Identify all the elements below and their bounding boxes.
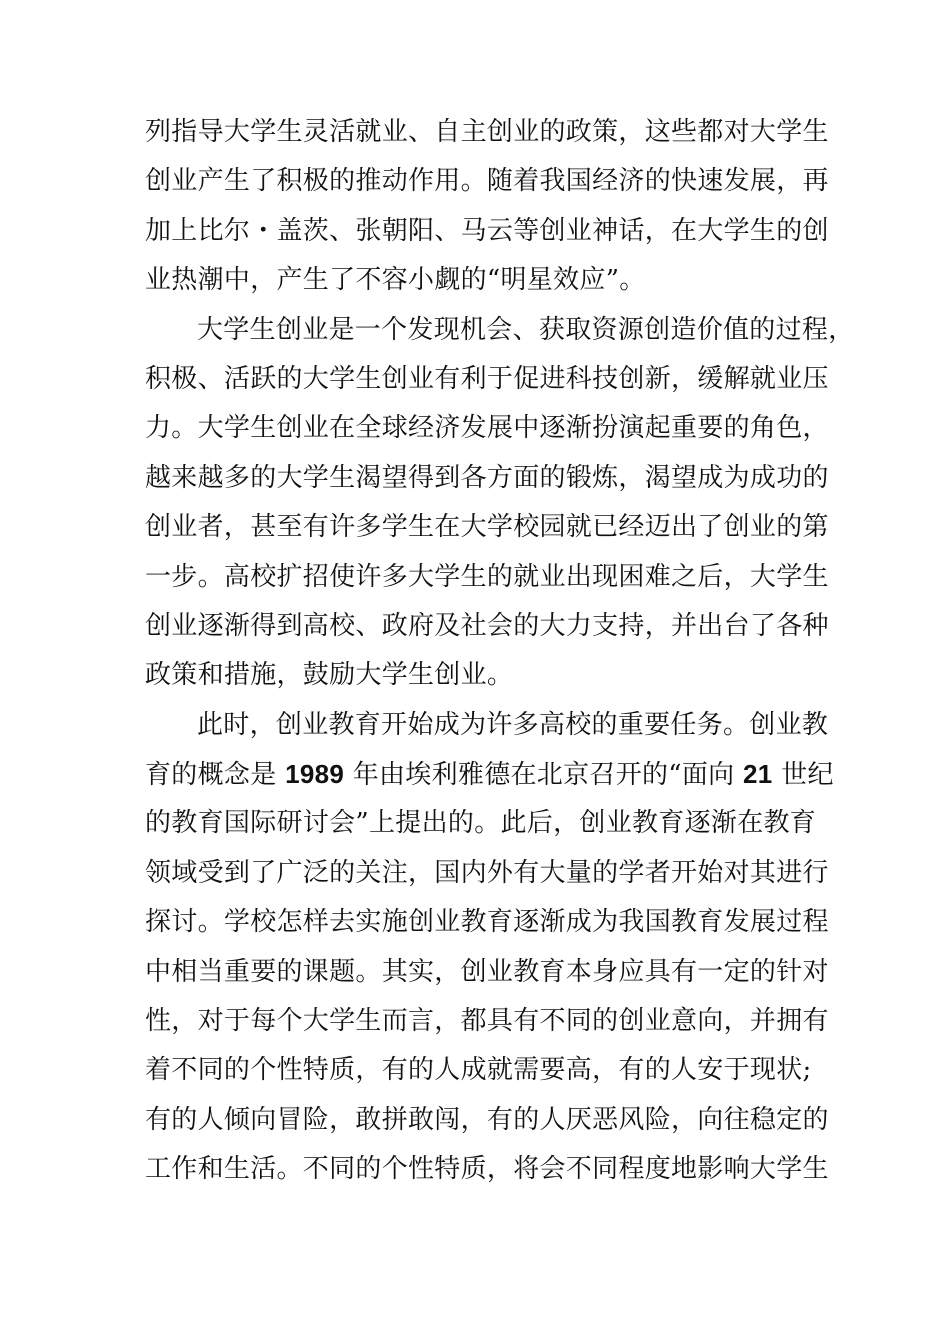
body-text	[145, 108, 855, 1195]
text-line: 加上比尔・盖茨、张朝阳、马云等创业神话，在大学生的创	[145, 215, 829, 246]
text-line: 领域受到了广泛的关注，国内外有大量的学者开始对其进行	[145, 857, 829, 888]
text-line: 的教育国际研讨会”上提出的。此后，创业教育逐渐在教育	[145, 808, 817, 839]
text-line: 列指导大学生灵活就业、自主创业的政策，这些都对大学生	[145, 117, 829, 147]
paragraph-first-line: 大学生创业是一个发现机会、获取资源创造价值的过程，	[197, 314, 855, 345]
text-line: 工作和生活。不同的个性特质，将会不同程度地影响大学生	[145, 1154, 829, 1185]
text-line: 中相当重要的课题。其实，创业教育本身应具有一定的针对	[145, 956, 829, 987]
century-number: 21	[743, 759, 773, 790]
text-segment: 育的概念是	[145, 760, 286, 791]
text-segment: 世纪	[772, 760, 834, 791]
text-line: 着不同的个性特质，有的人成就需要高，有的人安于现状;	[145, 1055, 812, 1086]
text-line: 力。大学生创业在全球经济发展中逐渐扮演起重要的角色，	[145, 413, 829, 444]
text-line: 越来越多的大学生渴望得到各方面的锻炼，渴望成为成功的	[145, 462, 829, 493]
text-line: 积极、活跃的大学生创业有利于促进科技创新，缓解就业压	[145, 363, 829, 394]
text-line	[145, 750, 834, 799]
paragraph-first-line: 此时，创业教育开始成为许多高校的重要任务。创业教	[197, 709, 829, 740]
text-line: 创业者，甚至有许多学生在大学校园就已经迈出了创业的第	[145, 512, 829, 543]
text-line: 性，对于每个大学生而言，都具有不同的创业意向，并拥有	[145, 1006, 829, 1037]
text-line: 业热潮中，产生了不容小觑的“明星效应”。	[145, 265, 646, 296]
text-line: 探讨。学校怎样去实施创业教育逐渐成为我国教育发展过程	[145, 907, 829, 938]
text-line: 创业逐渐得到高校、政府及社会的大力支持，并出台了各种	[145, 610, 829, 641]
text-line: 政策和措施，鼓励大学生创业。	[145, 660, 514, 691]
year-number: 1989	[285, 759, 345, 790]
text-line: 有的人倾向冒险，敢拼敢闯，有的人厌恶风险，向往稳定的	[145, 1104, 829, 1135]
text-line: 一步。高校扩招使许多大学生的就业出现困难之后，大学生	[145, 561, 829, 592]
text-segment: 年由埃利雅德在北京召开的“面向	[344, 760, 744, 791]
text-line: 创业产生了积极的推动作用。随着我国经济的快速发展，再	[145, 166, 829, 197]
